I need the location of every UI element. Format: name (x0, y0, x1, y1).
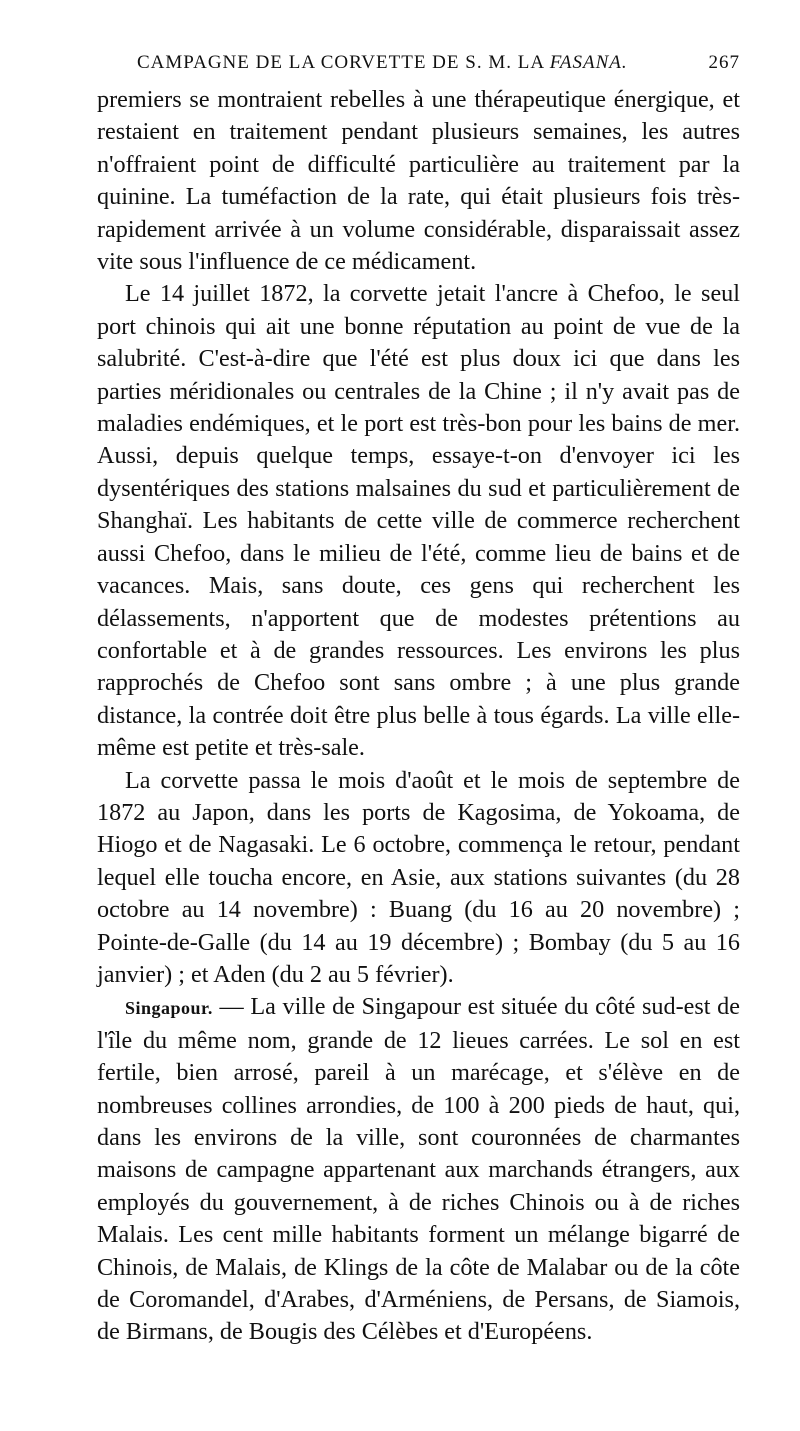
body-text (97, 84, 740, 1349)
section-lead-singapour: Singapour. (125, 998, 213, 1019)
paragraph-continuation: premiers se montraient rebelles à une thérapeutique énergique, et restaient en traitement pendant plusieurs semaines, les autres n'offraient point de difficulté particulière au traitement par la quinine. La tuméfaction de la rate, qui était plusieurs fois très-rapidement arrivée à un volume considérable, disparaissait assez vite sous l'influence de ce médicament. (97, 86, 740, 276)
paragraph-japan-return: La corvette passa le mois d'août et le mois de septembre de 1872 au Japon, dans les ports de Kagosima, de Yokoama, de Hiogo et de Nagasaki. Le 6 octobre, commença le retour, pendant lequel elle toucha encore, en Asie, aux stations suivantes (du 28 octobre au 14 novembre) : Buang (du 16 au 20 novembre) ; Pointe-de-Galle (du 14 au 19 décembre) ; Bombay (du 5 au 16 janvier) ; et Aden (du 2 au 5 février). (97, 766, 740, 988)
paragraph-singapour (97, 991, 740, 1348)
running-title-ship-name: FASANA. (549, 52, 628, 73)
book-page (97, 52, 740, 1349)
running-header (137, 52, 740, 76)
paragraph-chefoo: Le 14 juillet 1872, la corvette jetait l'ancre à Chefoo, le seul port chinois qui ait une bonne réputation au point de vue de la salubrité. C'est-à-dire que l'été est plus doux ici que dans les parties méridionales ou centrales de la Chine ; il n'y avait pas de maladies endémiques, et le port est très-bon pour les bains de mer. Aussi, depuis quelque temps, essaye-t-on d'envoyer ici les dysentériques des stations malsaines du sud et particulièrement de Shanghaï. Les habitants de cette ville de commerce recherchent aussi Chefoo, dans le milieu de l'été, comme lieu de bains et de vacances. Mais, sans doute, ces gens qui recherchent les délassements, n'apportent que de modestes prétentions au confortable et à de grandes ressources. Les environs les plus rapprochés de Chefoo sont sans ombre ; à une plus grande distance, la contrée doit être plus belle à tous égards. La ville elle-même est petite et très-sale. (97, 280, 740, 762)
paragraph-singapour-text: — La ville de Singapour est située du côté sud-est de l'île du même nom, grande de 12 lieues carrées. Le sol en est fertile, bien arrosé, pareil à un marécage, et s'élève en de nombreuses collines arrondies, de 100 à 200 pieds de haut, qui, dans les environs de la ville, sont couronnées de charmantes maisons de campagne appartenant aux marchands étrangers, aux employés du gouvernement, à de riches Chinois ou à de riches Malais. Les cent mille habitants forment un mélange bigarré de Chinois, de Malais, de Klings de la côte de Malabar ou de la côte de Coromandel, d'Arabes, d'Arméniens, de Persans, de Siamois, de Birmans, de Bougis des Célèbes et d'Européens. (97, 993, 740, 1346)
running-title (137, 52, 628, 74)
page-number: 267 (708, 52, 740, 73)
running-title-roman: CAMPAGNE DE LA CORVETTE DE S. M. LA (137, 52, 550, 73)
